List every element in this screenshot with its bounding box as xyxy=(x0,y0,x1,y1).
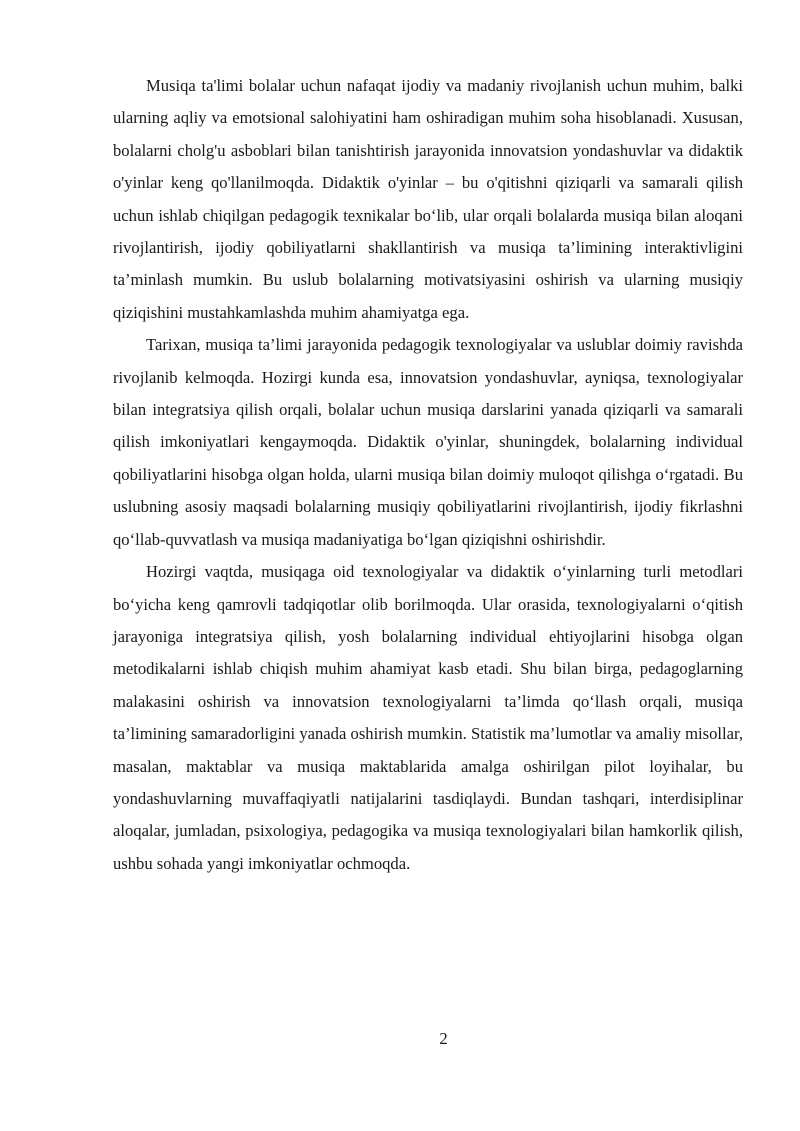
paragraph-3: Hozirgi vaqtda, musiqaga oid texnologiyalar va didaktik o‘yinlarning turli metodlari bo‘yicha keng qamrovli tadqiqotlar olib borilmoqda. Ular orasida, texnologiyalarni o‘qitish jarayoniga integratsiya qilish, yosh bolalarning individual ehtiyojlarini hisobga olgan metodikalarni ishlab chiqish muhim ahamiyat kasb etadi. Shu bilan birga, pedagoglarning malakasini oshirish va innovatsion texnologiyalarni ta’limda qo‘llash orqali, musiqa ta’limining samaradorligini yanada oshirish mumkin. Statistik ma’lumotlar va amaliy misollar, masalan, maktablar va musiqa maktablarida amalga oshirilgan pilot loyihalar, bu yondashuvlarning muvaffaqiyatli natijalarini tasdiqlaydi. Bundan tashqari, interdisiplinar aloqalar, jumladan, psixologiya, pedagogika va musiqa texnologiyalari bilan hamkorlik qilish, ushbu sohada yangi imkoniyatlar ochmoqda. xyxy=(113,562,743,873)
body-text xyxy=(113,70,743,880)
paragraph-2: Tarixan, musiqa ta’limi jarayonida pedagogik texnologiyalar va uslublar doimiy ravishda rivojlanib kelmoqda. Hozirgi kunda esa, innovatsion yondashuvlar, ayniqsa, texnologiyalar bilan integratsiya qilish orqali, bolalar uchun musiqa darslarini yanada qiziqarli va samarali qilish imkoniyatlari kengaymoqda. Didaktik o'yinlar, shuningdek, bolalarning individual qobiliyatlarini hisobga olgan holda, ularni musiqa bilan doimiy muloqot qilishga o‘rgatadi. Bu uslubning asosiy maqsadi bolalarning musiqiy qobiliyatlarini rivojlantirish, ijodiy fikrlashni qo‘llab-quvvatlash va musiqa madaniyatiga bo‘lgan qiziqishni oshirishdir. xyxy=(113,335,743,549)
page-number: 2 xyxy=(439,1029,448,1048)
paragraph-1: Musiqa ta'limi bolalar uchun nafaqat ijodiy va madaniy rivojlanish uchun muhim, balki ularning aqliy va emotsional salohiyatini ham oshiradigan muhim soha hisoblanadi. Xususan, bolalarni cholg'u asboblari bilan tanishtirish jarayonida innovatsion yondashuvlar va didaktik o'yinlar keng qo'llanilmoqda. Didaktik o'yinlar – bu o'qitishni qiziqarli va samarali qilish uchun ishlab chiqilgan pedagogik texnikalar bo‘lib, ular orqali bolalarda musiqa bilan aloqani rivojlantirish, ijodiy qobiliyatlarni shakllantirish va musiqa ta’limining interaktivligini ta’minlash mumkin. Bu uslub bolalarning motivatsiyasini oshirish va ularning musiqiy qiziqishini mustahkamlashda muhim ahamiyatga ega. xyxy=(113,76,743,322)
